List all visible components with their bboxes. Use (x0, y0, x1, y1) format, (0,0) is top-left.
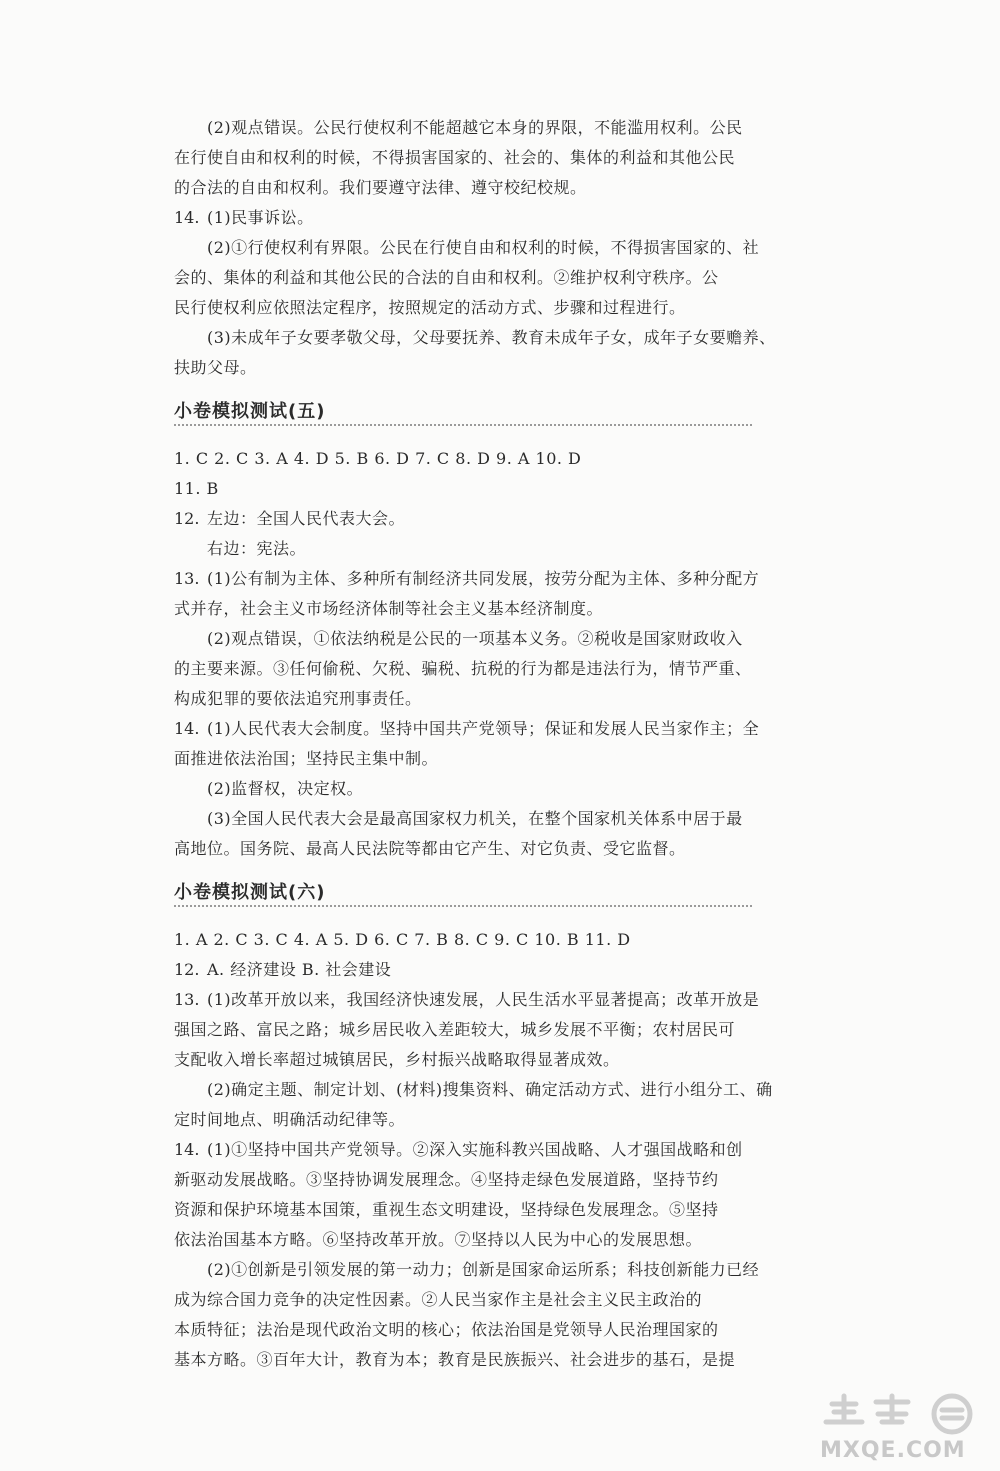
question-number: 14. (174, 208, 200, 227)
text-line: 式并存，社会主义市场经济体制等社会主义基本经济制度。 (174, 599, 604, 618)
watermark-text: MXQE.COM (820, 1438, 966, 1463)
text-line: (2)①行使权利有界限。公民在行使自由和权利的时候，不得损害国家的、社 (207, 238, 760, 257)
question-number: 12. (174, 960, 200, 979)
text-line: 的合法的自由和权利。我们要遵守法律、遵守校纪校规。 (174, 178, 587, 197)
text-line: 新驱动发展战略。③坚持协调发展理念。④坚持走绿色发展道路，坚持节约 (174, 1170, 719, 1189)
text-line: 民行使权利应依照法定程序，按照规定的活动方式、步骤和过程进行。 (174, 298, 686, 317)
question-number: 13. (174, 990, 200, 1009)
text-line: 面推进依法治国；坚持民主集中制。 (174, 749, 439, 768)
mc-answers: 1. C 2. C 3. A 4. D 5. B 6. D 7. C 8. D 9. A 10. D (174, 449, 582, 468)
text-line: (1)①坚持中国共产党领导。②深入实施科教兴国战略、人才强国战略和创 (207, 1140, 743, 1159)
text-line: (2)①创新是引领发展的第一动力；创新是国家命运所系；科技创新能力已经 (207, 1260, 760, 1279)
mc-answers: 11. B (174, 479, 219, 498)
mc-answers: 1. A 2. C 3. C 4. A 5. D 6. C 7. B 8. C 9. C 10. B 11. D (174, 930, 631, 949)
text-line: 构成犯罪的要依法追究刑事责任。 (174, 689, 422, 708)
text-line: 右边：宪法。 (207, 539, 307, 558)
question-number: 13. (174, 569, 200, 588)
text-line: 在行使自由和权利的时候，不得损害国家的、社会的、集体的利益和其他公民 (174, 148, 736, 167)
text-line: 基本方略。③百年大计，教育为本；教育是民族振兴、社会进步的基石，是提 (174, 1350, 736, 1369)
question-number: 14. (174, 1140, 200, 1159)
text-line: (1)改革开放以来，我国经济快速发展，人民生活水平显著提高；改革开放是 (207, 990, 760, 1009)
text-line: 依法治国基本方略。⑥坚持改革开放。⑦坚持以人民为中心的发展思想。 (174, 1230, 703, 1249)
text-line: (1)民事诉讼。 (207, 208, 314, 227)
text-line: 定时间地点、明确活动纪律等。 (174, 1110, 406, 1129)
question-number: 14. (174, 719, 200, 738)
text-line: A. 经济建设 B. 社会建设 (207, 960, 392, 979)
text-line: 左边：全国人民代表大会。 (207, 509, 406, 528)
text-line: (2)观点错误。公民行使权利不能超越它本身的界限，不能滥用权利。公民 (207, 118, 743, 137)
text-line: (3)未成年子女要孝敬父母，父母要抚养、教育未成年子女，成年子女要赡养、 (207, 328, 776, 347)
text-line: (2)观点错误，①依法纳税是公民的一项基本义务。②税收是国家财政收入 (207, 629, 743, 648)
text-line: (2)监督权，决定权。 (207, 779, 364, 798)
section-divider (174, 424, 752, 426)
section-divider (174, 905, 752, 907)
text-line: 会的、集体的利益和其他公民的合法的自由和权利。②维护权利守秩序。公 (174, 268, 719, 287)
text-line: (3)全国人民代表大会是最高国家权力机关，在整个国家机关体系中居于最 (207, 809, 743, 828)
question-number: 12. (174, 509, 200, 528)
text-line: 资源和保护环境基本国策，重视生态文明建设，坚持绿色发展理念。⑤坚持 (174, 1200, 719, 1219)
text-line: (1)人民代表大会制度。坚持中国共产党领导；保证和发展人民当家作主；全 (207, 719, 760, 738)
text-line: 强国之路、富民之路；城乡居民收入差距较大，城乡发展不平衡；农村居民可 (174, 1020, 736, 1039)
text-line: 的主要来源。③任何偷税、欠税、骗税、抗税的行为都是违法行为，情节严重、 (174, 659, 752, 678)
section-title: 小卷模拟测试(五) (174, 401, 326, 422)
text-line: (2)确定主题、制定计划、(材料)搜集资料、确定活动方式、进行小组分工、确 (207, 1080, 773, 1099)
text-line: 高地位。国务院、最高人民法院等都由它产生、对它负责、受它监督。 (174, 839, 686, 858)
text-line: 本质特征；法治是现代政治文明的核心；依法治国是党领导人民治理国家的 (174, 1320, 719, 1339)
text-line: 成为综合国力竞争的决定性因素。②人民当家作主是社会主义民主政治的 (174, 1290, 703, 1309)
section-title: 小卷模拟测试(六) (174, 882, 326, 903)
text-line: 支配收入增长率超过城镇居民，乡村振兴战略取得显著成效。 (174, 1050, 620, 1069)
text-line: 扶助父母。 (174, 358, 257, 377)
text-line: (1)公有制为主体、多种所有制经济共同发展，按劳分配为主体、多种分配方 (207, 569, 760, 588)
